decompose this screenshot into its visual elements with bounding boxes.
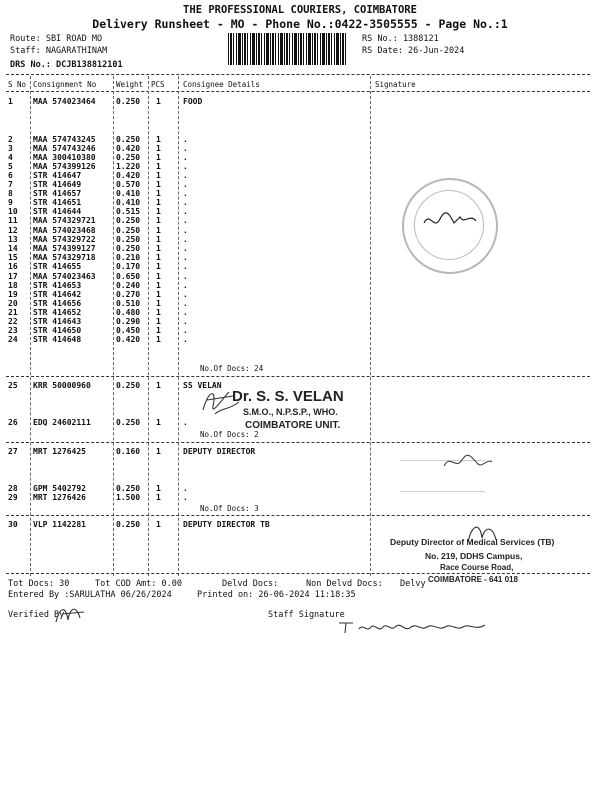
row-weight: 0.250 xyxy=(116,244,141,253)
row-sno: 21 xyxy=(8,308,18,317)
row-consignee-details: . xyxy=(183,418,188,427)
row-weight: 0.270 xyxy=(116,290,141,299)
row-weight: 0.250 xyxy=(116,381,141,390)
row-pcs: 1 xyxy=(156,335,161,344)
row-sno: 14 xyxy=(8,244,18,253)
row-weight: 0.250 xyxy=(116,153,141,162)
deputy-director-stamp-line4: COIMBATORE - 641 018 xyxy=(428,575,518,584)
col-consignment: Consignment No xyxy=(33,80,97,89)
row-consignee-details: . xyxy=(183,281,188,290)
row-sno: 12 xyxy=(8,226,18,235)
row-pcs: 1 xyxy=(156,162,161,171)
row-pcs: 1 xyxy=(156,153,161,162)
row-consignment-no: MAA 574329721 xyxy=(33,216,96,225)
row-pcs: 1 xyxy=(156,171,161,180)
row-sno: 18 xyxy=(8,281,18,290)
row-pcs: 1 xyxy=(156,281,161,290)
row-sno: 16 xyxy=(8,262,18,271)
row-sno: 20 xyxy=(8,299,18,308)
col-weight: Weight xyxy=(116,80,144,89)
handwritten-signature xyxy=(420,205,480,235)
row-consignment-no: STR 414653 xyxy=(33,281,82,290)
deputy-director-stamp-line3: Race Course Road, xyxy=(440,563,514,572)
row-consignee-details: . xyxy=(183,299,188,308)
row-pcs: 1 xyxy=(156,381,161,390)
row-sno: 17 xyxy=(8,272,18,281)
row-consignment-no: STR 414649 xyxy=(33,180,82,189)
row-pcs: 1 xyxy=(156,244,161,253)
row-sno: 23 xyxy=(8,326,18,335)
row-consignee-details: . xyxy=(183,153,188,162)
rs-date: RS Date: 26-Jun-2024 xyxy=(362,46,465,56)
row-consignment-no: STR 414648 xyxy=(33,335,82,344)
row-consignee-details: . xyxy=(183,144,188,153)
row-pcs: 1 xyxy=(156,317,161,326)
row-consignment-no: MRT 1276426 xyxy=(33,493,86,502)
row-consignee-details: . xyxy=(183,244,188,253)
docs-count: No.Of Docs: 2 xyxy=(200,430,259,439)
row-weight: 0.250 xyxy=(116,235,141,244)
col-pcs: PCS xyxy=(151,80,165,89)
row-pcs: 1 xyxy=(156,253,161,262)
row-consignee-details: . xyxy=(183,162,188,171)
row-weight: 0.420 xyxy=(116,171,141,180)
deputy-director-stamp-line1: Deputy Director of Medical Services (TB) xyxy=(390,537,555,547)
row-consignee-details: . xyxy=(183,335,188,344)
doctor-stamp-unit: COIMBATORE UNIT. xyxy=(245,420,341,431)
row-consignee-details: . xyxy=(183,253,188,262)
row-consignee-details: . xyxy=(183,317,188,326)
row-weight: 0.570 xyxy=(116,180,141,189)
row-weight: 0.480 xyxy=(116,308,141,317)
row-consignee-details: . xyxy=(183,180,188,189)
row-sno: 3 xyxy=(8,144,13,153)
row-consignment-no: MRT 1276425 xyxy=(33,447,86,456)
row-weight: 0.250 xyxy=(116,484,141,493)
row-consignment-no: GPM 5402792 xyxy=(33,484,86,493)
row-sno: 24 xyxy=(8,335,18,344)
row-consignment-no: EDQ 24602111 xyxy=(33,418,91,427)
row-weight: 1.500 xyxy=(116,493,141,502)
row-consignment-no: MAA 574329718 xyxy=(33,253,96,262)
row-weight: 0.250 xyxy=(116,418,141,427)
row-consignment-no: KRR 50000960 xyxy=(33,381,91,390)
table-row xyxy=(0,262,600,272)
row-consignment-no: STR 414657 xyxy=(33,189,82,198)
row-pcs: 1 xyxy=(156,135,161,144)
row-consignment-no: STR 414647 xyxy=(33,171,82,180)
handwritten-date xyxy=(440,450,495,475)
row-consignment-no: MAA 574743245 xyxy=(33,135,96,144)
row-consignee-details: DEPUTY DIRECTOR xyxy=(183,447,256,456)
row-sno: 9 xyxy=(8,198,13,207)
staff-label: Staff: NAGARATHINAM xyxy=(10,46,108,56)
divider xyxy=(6,74,590,75)
row-weight: 0.420 xyxy=(116,144,141,153)
row-pcs: 1 xyxy=(156,493,161,502)
row-weight: 0.450 xyxy=(116,326,141,335)
row-consignee-details: . xyxy=(183,135,188,144)
row-consignee-details: . xyxy=(183,484,188,493)
row-consignment-no: MAA 300410380 xyxy=(33,153,96,162)
row-pcs: 1 xyxy=(156,308,161,317)
row-pcs: 1 xyxy=(156,299,161,308)
row-sno: 26 xyxy=(8,418,18,427)
row-sno: 15 xyxy=(8,253,18,262)
col-sno: S No xyxy=(8,80,27,89)
route-label: Route: SBI ROAD MO xyxy=(10,34,103,44)
row-weight: 0.290 xyxy=(116,317,141,326)
row-sno: 11 xyxy=(8,216,18,225)
docs-count: No.Of Docs: 3 xyxy=(200,504,259,513)
row-consignment-no: STR 414643 xyxy=(33,317,82,326)
row-consignment-no: MAA 574023463 xyxy=(33,272,96,281)
row-consignee-details: . xyxy=(183,272,188,281)
row-consignee-details: . xyxy=(183,171,188,180)
row-consignment-no: MAA 574399126 xyxy=(33,162,96,171)
row-consignment-no: STR 414655 xyxy=(33,262,82,271)
row-pcs: 1 xyxy=(156,97,161,106)
row-pcs: 1 xyxy=(156,262,161,271)
doctor-stamp-title: S.M.O., N.P.S.P., WHO. xyxy=(243,407,338,417)
row-consignee-details: . xyxy=(183,493,188,502)
row-consignment-no: STR 414650 xyxy=(33,326,82,335)
row-pcs: 1 xyxy=(156,520,161,529)
delivery-label: Delvy xyxy=(400,579,426,589)
col-signature: Signature xyxy=(375,80,416,89)
row-consignee-details: . xyxy=(183,207,188,216)
row-sno: 25 xyxy=(8,381,18,390)
row-pcs: 1 xyxy=(156,235,161,244)
row-consignee-details: . xyxy=(183,216,188,225)
divider xyxy=(6,376,590,377)
drs-number: DRS No.: DCJB138812101 xyxy=(10,60,123,70)
row-pcs: 1 xyxy=(156,226,161,235)
row-pcs: 1 xyxy=(156,326,161,335)
row-sno: 28 xyxy=(8,484,18,493)
row-weight: 0.250 xyxy=(116,520,141,529)
row-weight: 0.250 xyxy=(116,226,141,235)
printed-on: Printed on: 26-06-2024 11:18:35 xyxy=(197,590,356,600)
row-sno: 30 xyxy=(8,520,18,529)
runsheet-title: Delivery Runsheet - MO - Phone No.:0422-3505555 - Page No.:1 xyxy=(92,17,508,31)
row-consignment-no: MAA 574743246 xyxy=(33,144,96,153)
doctor-stamp-name: Dr. S. S. VELAN xyxy=(232,388,344,405)
row-consignee-details: . xyxy=(183,235,188,244)
row-consignment-no: STR 414656 xyxy=(33,299,82,308)
row-pcs: 1 xyxy=(156,418,161,427)
row-pcs: 1 xyxy=(156,272,161,281)
table-row xyxy=(0,335,600,345)
table-row xyxy=(0,97,600,107)
row-weight: 0.160 xyxy=(116,447,141,456)
row-sno: 6 xyxy=(8,171,13,180)
table-row xyxy=(0,493,600,503)
deputy-director-stamp-line2: No. 219, DDHS Campus, xyxy=(425,551,523,561)
row-consignee-details: SS VELAN xyxy=(183,381,222,390)
row-pcs: 1 xyxy=(156,189,161,198)
row-weight: 0.420 xyxy=(116,335,141,344)
table-row xyxy=(0,520,600,530)
row-weight: 0.410 xyxy=(116,198,141,207)
row-consignee-details: . xyxy=(183,198,188,207)
row-sno: 22 xyxy=(8,317,18,326)
row-consignee-details: . xyxy=(183,189,188,198)
col-consignee: Consignee Details xyxy=(183,80,260,89)
divider xyxy=(6,442,590,443)
row-weight: 0.515 xyxy=(116,207,141,216)
handwritten-signature xyxy=(335,615,495,639)
rs-number: RS No.: 1388121 xyxy=(362,34,439,44)
row-consignment-no: STR 414642 xyxy=(33,290,82,299)
row-weight: 0.650 xyxy=(116,272,141,281)
row-weight: 0.410 xyxy=(116,189,141,198)
row-sno: 13 xyxy=(8,235,18,244)
row-pcs: 1 xyxy=(156,207,161,216)
handwritten-signature xyxy=(52,600,92,628)
row-pcs: 1 xyxy=(156,180,161,189)
row-sno: 4 xyxy=(8,153,13,162)
row-pcs: 1 xyxy=(156,144,161,153)
docs-count: No.Of Docs: 24 xyxy=(200,364,264,373)
row-sno: 5 xyxy=(8,162,13,171)
divider xyxy=(6,91,590,92)
divider xyxy=(6,573,590,574)
row-weight: 0.250 xyxy=(116,135,141,144)
row-weight: 1.220 xyxy=(116,162,141,171)
total-docs: Tot Docs: 30 xyxy=(8,579,70,589)
table-row xyxy=(0,216,600,226)
divider xyxy=(6,515,590,516)
row-weight: 0.170 xyxy=(116,262,141,271)
barcode xyxy=(228,33,348,65)
total-cod-amount: Tot COD Amt: 0.00 xyxy=(95,579,182,589)
row-consignee-details: DEPUTY DIRECTOR TB xyxy=(183,520,270,529)
row-consignment-no: STR 414652 xyxy=(33,308,82,317)
row-sno: 7 xyxy=(8,180,13,189)
row-sno: 27 xyxy=(8,447,18,456)
row-consignee-details: . xyxy=(183,290,188,299)
row-sno: 1 xyxy=(8,97,13,106)
row-consignment-no: MAA 574329722 xyxy=(33,235,96,244)
row-pcs: 1 xyxy=(156,290,161,299)
staff-signature-label: Staff Signature xyxy=(268,610,345,620)
verified-by: Verified By xyxy=(8,610,65,620)
row-consignee-details: . xyxy=(183,226,188,235)
row-consignment-no: VLP 1142281 xyxy=(33,520,86,529)
row-sno: 19 xyxy=(8,290,18,299)
company-name: THE PROFESSIONAL COURIERS, COIMBATORE xyxy=(183,4,417,16)
row-weight: 0.240 xyxy=(116,281,141,290)
row-consignment-no: MAA 574023464 xyxy=(33,97,96,106)
row-consignment-no: MAA 574399127 xyxy=(33,244,96,253)
non-delivered-docs: Non Delvd Docs: xyxy=(306,579,383,589)
entered-by: Entered By :SARULATHA 06/26/2024 xyxy=(8,590,172,600)
row-consignment-no: STR 414644 xyxy=(33,207,82,216)
row-consignment-no: STR 414651 xyxy=(33,198,82,207)
row-pcs: 1 xyxy=(156,447,161,456)
row-consignment-no: MAA 574023468 xyxy=(33,226,96,235)
row-consignee-details: . xyxy=(183,308,188,317)
delivered-docs: Delvd Docs: xyxy=(222,579,279,589)
row-consignee-details: . xyxy=(183,326,188,335)
row-sno: 10 xyxy=(8,207,18,216)
row-sno: 8 xyxy=(8,189,13,198)
row-weight: 0.250 xyxy=(116,97,141,106)
row-consignee-details: FOOD xyxy=(183,97,203,106)
row-weight: 0.510 xyxy=(116,299,141,308)
row-pcs: 1 xyxy=(156,216,161,225)
row-pcs: 1 xyxy=(156,484,161,493)
table-row xyxy=(0,447,600,457)
row-pcs: 1 xyxy=(156,198,161,207)
row-weight: 0.250 xyxy=(116,216,141,225)
row-sno: 2 xyxy=(8,135,13,144)
row-sno: 29 xyxy=(8,493,18,502)
row-weight: 0.210 xyxy=(116,253,141,262)
row-consignee-details: . xyxy=(183,262,188,271)
